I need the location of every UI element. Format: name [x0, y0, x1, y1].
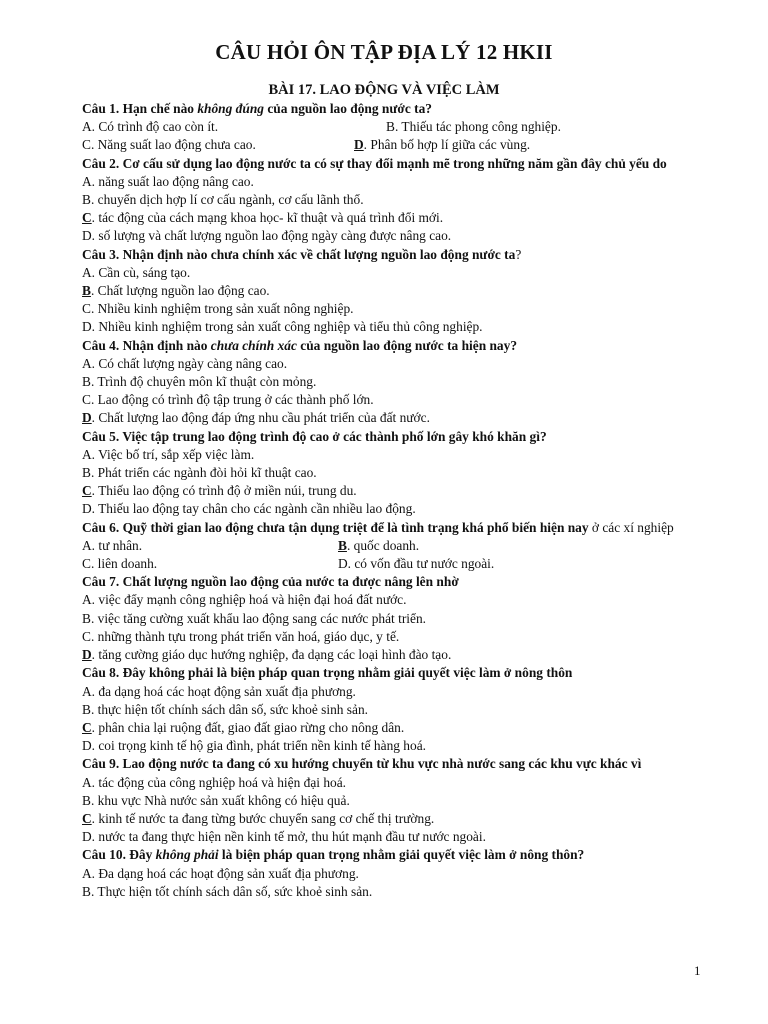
- option-c: C. liên doanh.: [82, 556, 158, 572]
- question-2: [82, 155, 702, 173]
- option-d: D. Chất lượng lao động đáp ứng nhu cầu phát triển của đất nước.: [82, 410, 430, 426]
- question-label: Câu 7.: [82, 574, 120, 590]
- option-b: B. Phát triển các ngành đòi hỏi kĩ thuật cao.: [82, 465, 317, 481]
- option-c: C. kinh tế nước ta đang từng bước chuyển sang cơ chế thị trường.: [82, 810, 435, 826]
- answer-marker: D: [82, 647, 92, 663]
- option-b: B. thực hiện tốt chính sách dân số, sức khoẻ sinh sản.: [82, 701, 369, 717]
- question-label: Câu 6.: [82, 519, 120, 535]
- option-d: D. Nhiều kinh nghiệm trong sản xuất công nghiệp và tiểu thủ công nghiệp.: [82, 319, 483, 335]
- option-a: A. Có chất lượng ngày càng nâng cao.: [82, 355, 288, 371]
- question-text: Đây không phải là biện pháp quan trọng nhằm giải quyết việc làm ở nông thôn: [119, 665, 573, 681]
- option-b: B. khu vực Nhà nước sản xuất không có hiệu quả.: [82, 792, 350, 808]
- question-emphasis: không phải: [155, 847, 219, 863]
- option-c: C. Lao động có trình độ tập trung ở các thành phố lớn.: [82, 392, 374, 408]
- option-c: C. Nhiều kinh nghiệm trong sản xuất nông nghiệp.: [82, 301, 354, 317]
- question-text: Nhận định nào: [119, 337, 211, 353]
- option-row: [82, 118, 702, 136]
- question-label: Câu 3.: [82, 246, 120, 262]
- question-text: Quỹ thời gian lao động chưa tận dụng triệt để là tình trạng khá phổ biến hiện nay: [119, 519, 589, 535]
- option-c: C. những thành tựu trong phát triển văn hoá, giáo dục, y tế.: [82, 628, 400, 644]
- option-d: D. tăng cường giáo dục hướng nghiệp, đa dạng các loại hình đào tạo.: [82, 647, 452, 663]
- option-a: A. Đa dạng hoá các hoạt động sản xuất địa phương.: [82, 865, 359, 881]
- question-text: Hạn chế nào: [119, 101, 198, 116]
- document-title: CÂU HỎI ÔN TẬP ĐỊA LÝ 12 HKII: [215, 40, 553, 64]
- option-b: B. chuyển dịch hợp lí cơ cấu ngành, cơ cấu lãnh thổ.: [82, 192, 364, 208]
- question-label: Câu 4.: [82, 337, 120, 353]
- question-label: Câu 5.: [82, 428, 120, 444]
- option-d: D. có vốn đầu tư nước ngoài.: [338, 556, 495, 572]
- question-8: [82, 664, 702, 682]
- answer-marker: D: [82, 410, 92, 426]
- option-b: B. Trình độ chuyên môn kĩ thuật còn mỏng.: [82, 374, 317, 390]
- option-c: C. tác động của cách mạng khoa học- kĩ thuật và quá trình đổi mới.: [82, 210, 444, 226]
- option-d: D. Thiếu lao động tay chân cho các ngành cần nhiều lao động.: [82, 501, 416, 517]
- question-label: Câu 2.: [82, 155, 120, 171]
- option-d: D. số lượng và chất lượng nguồn lao động ngày càng được nâng cao.: [82, 228, 452, 244]
- option-b: B. việc tăng cường xuất khẩu lao động sang các nước phát triển.: [82, 610, 427, 626]
- option-row: [82, 555, 702, 573]
- question-label: Câu 9: [82, 756, 116, 772]
- page-number: 1: [694, 963, 701, 978]
- question-text: Việc tập trung lao động trình độ cao ở các thành phố lớn gây khó khăn gì?: [119, 428, 547, 444]
- question-text: Chất lượng nguồn lao động của nước ta được nâng lên nhờ: [119, 574, 459, 590]
- question-text: là biện pháp quan trọng nhằm giải quyết việc làm ở nông thôn?: [218, 847, 585, 863]
- option-a: A. tư nhân.: [82, 537, 143, 553]
- answer-marker: C: [82, 719, 92, 735]
- answer-marker: C: [82, 483, 92, 499]
- option-d: D. Phân bố hợp lí giữa các vùng.: [354, 137, 531, 153]
- question-text: . Lao động nước ta đang có xu hướng chuyển từ khu vực nhà nước sang các khu vực khác vì: [115, 756, 642, 772]
- option-c: C. Năng suất lao động chưa cao.: [82, 137, 256, 153]
- option-c: C. Thiếu lao động có trình độ ở miền núi, trung du.: [82, 483, 357, 499]
- option-a: A. việc đẩy mạnh công nghiệp hoá và hiện đại hoá đất nước.: [82, 592, 407, 608]
- option-b: B. Thực hiện tốt chính sách dân số, sức khoẻ sinh sản.: [82, 883, 373, 899]
- option-b: B. Thiếu tác phong công nghiệp.: [386, 119, 561, 135]
- option-a: A. đa dạng hoá các hoạt động sản xuất địa phương.: [82, 683, 356, 699]
- question-list: [82, 100, 702, 901]
- question-label: Câu 10: [82, 847, 123, 863]
- option-a: A. năng suất lao động nâng cao.: [82, 173, 254, 189]
- option-a: A. Cần cù, sáng tạo.: [82, 264, 191, 280]
- option-a: A. tác động của công nghiệp hoá và hiện đại hoá.: [82, 774, 347, 790]
- question-6: [82, 519, 702, 537]
- option-row: [82, 537, 702, 555]
- question-label: Câu 1.: [82, 101, 120, 116]
- option-b: B. Chất lượng nguồn lao động cao.: [82, 283, 270, 299]
- answer-marker: B: [338, 537, 347, 553]
- option-d: D. coi trọng kinh tế hộ gia đình, phát triển nền kinh tế hàng hoá.: [82, 738, 426, 754]
- question-7: [82, 573, 702, 591]
- option-row: [82, 136, 702, 154]
- lesson-heading: BÀI 17. LAO ĐỘNG VÀ VIỆC LÀM: [268, 82, 500, 98]
- question-text: Cơ cấu sử dụng lao động nước ta có sự thay đổi mạnh mẽ trong những năm gần đây chủ yếu do: [119, 155, 667, 171]
- question-text: ?: [515, 246, 522, 262]
- question-emphasis: chưa chính xác: [210, 337, 297, 353]
- option-a: A. Việc bố trí, sắp xếp việc làm.: [82, 446, 255, 462]
- option-c: C. phân chia lại ruộng đất, giao đất giao rừng cho nông dân.: [82, 719, 405, 735]
- question-emphasis: không đúng: [197, 101, 264, 116]
- question-text: của nguồn lao động nước ta hiện nay?: [296, 337, 518, 353]
- option-d: D. nước ta đang thực hiện nền kinh tế mở, thu hút mạnh đầu tư nước ngoài.: [82, 829, 486, 845]
- question-3: [82, 246, 702, 264]
- option-a: A. Có trình độ cao còn ít.: [82, 119, 219, 135]
- question-4: [82, 337, 702, 355]
- answer-marker: B: [82, 283, 91, 299]
- question-text: của nguồn lao động nước ta?: [263, 101, 432, 116]
- option-b: B. quốc doanh.: [338, 537, 420, 553]
- answer-marker: D: [354, 137, 364, 153]
- answer-marker: C: [82, 210, 92, 226]
- question-1: [82, 100, 702, 118]
- question-10: [82, 846, 702, 864]
- question-5: [82, 428, 702, 446]
- question-label: Câu 8.: [82, 665, 120, 681]
- question-text: Nhận định nào chưa chính xác về chất lượng nguồn lao động nước ta: [119, 246, 516, 262]
- question-text: ở các xí nghiệp: [588, 519, 674, 535]
- question-9: [82, 755, 702, 773]
- answer-marker: C: [82, 810, 92, 826]
- question-text: . Đây: [122, 847, 156, 863]
